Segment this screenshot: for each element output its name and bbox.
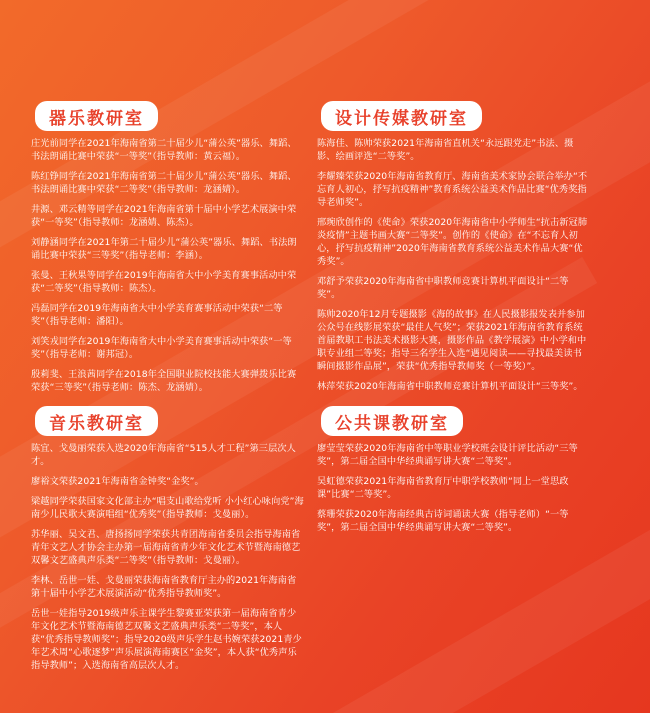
- list-item: 林萍荣获2020年海南省中职教师竞赛计算机平面设计“三等奖”。: [317, 381, 583, 392]
- list-item: 廖莹莹荣获2020年海南省中等职业学校班会设计评比活动“三等奖”，第二届全国中华经典诵写讲大赛“二等奖”。: [317, 443, 578, 467]
- entry-list: [31, 442, 305, 672]
- list-item: 苏华丽、吴文君、唐扬扬同学荣获共青团海南省委员会指导海南省青年文艺人才协会主办第一届海南省青少年文化艺术节暨海南德艺双馨文艺盛典声乐类“二等奖”（指导教师：戈曼丽）。: [31, 529, 301, 566]
- list-item: 李林、岳世一娃、戈曼丽荣获海南省教育厅主办的2021年海南省第十届中小学艺术展演活动“优秀指导教师奖”。: [31, 575, 297, 599]
- entry-list: [317, 442, 591, 534]
- list-item: 冯磊同学在2019年海南省大中小学美育赛事活动中荣获“二等奖”（指导老师：潘阳）。: [31, 303, 283, 327]
- list-item: 梁越同学荣获国家文化部主办“唱支山歌给党听 小小红心咏向党”海南少儿民歌大赛演唱组“优秀奖”（指导教师：戈曼丽）。: [31, 496, 304, 520]
- list-item: 殷莉斐、王浪茜同学在2018年全国职业院校技能大赛弹拨乐比赛荣获“三等奖”（指导老师：陈杰、龙涵婧）。: [31, 369, 297, 393]
- section-instrument: [31, 101, 305, 401]
- entry-list: [31, 137, 305, 394]
- section-title-public: 公共课教研室: [321, 406, 463, 436]
- list-item: 吴虹德荣获2021年海南省教育厅中职学校教师“同上一堂思政课”比赛“二等奖”。: [317, 476, 569, 500]
- list-item: 刘静涵同学在2021年第二十届少儿“蒲公英”器乐、舞蹈、书法朗诵比赛中荣获“三等奖”（指导老师：李涵）。: [31, 237, 297, 261]
- list-item: 岳世一娃指导2019级声乐主课学生黎赛亚荣获第一届海南省青少年文化艺术节暨海南德艺双馨文艺盛典声乐类“二等奖”，本人获“优秀指导教师奖”；指导2020级声乐学生赵书婉荣获2021青少年艺术周“心歌逐梦”声乐展演海南赛区“金奖”，本人获“优秀声乐指导教师”；入选海南省高层次人才。: [31, 608, 302, 671]
- section-public: [317, 406, 591, 541]
- list-item: 井源、邓云精等同学在2021年海南省第十届中小学艺术展演中荣获“一等奖”（指导教师：龙涵婧、陈杰）。: [31, 204, 297, 228]
- list-item: 陈红铮同学在2021年海南省第二十届少儿“蒲公英”器乐、舞蹈、书法朗诵比赛中荣获“二等奖”（指导教师：龙涵婧）。: [31, 171, 297, 195]
- section-music: [31, 406, 305, 679]
- list-item: 陈帅2020年12月专题摄影《海的故事》在人民摄影报发表并参加公众号在线影展荣获“最佳人气奖”；荣获2021年海南省教育系统首届教职工书法美术摄影大赛，摄影作品《教学展演》中小学和中职专业组二等奖；指导三名学生入选“遇见阅读——寻找最美读书瞬间摄影作品展”，荣获“优秀指导教师奖（一等奖）”。: [317, 309, 587, 372]
- list-item: 李耀臻荣获2020年海南省教育厅、海南省美术家协会联合举办“不忘育人初心，抒写抗疫精神”教育系统公益美术作品比赛“优秀奖指导老师奖”。: [317, 171, 588, 208]
- section-title-design: 设计传媒教研室: [321, 101, 482, 131]
- section-title-music: 音乐教研室: [35, 406, 158, 436]
- list-item: 张曼、王秋果等同学在2019年海南省大中小学美育赛事活动中荣获“二等奖”（指导教师：陈杰）。: [31, 270, 297, 294]
- entry-list: [317, 137, 591, 393]
- list-item: 陈宜、戈曼丽荣获入选2020年海南省“515人才工程”第三层次人才。: [31, 443, 296, 467]
- section-title-instrument: 器乐教研室: [35, 101, 158, 131]
- list-item: 廖裕文荣获2021年海南省金钟奖“金奖”。: [31, 476, 204, 487]
- list-item: 邢琬欣创作的《使命》荣获2020年海南省中小学师生“抗击新冠肺炎疫情”主题书画大赛“二等奖”。创作的《使命》在“不忘育人初心，抒写抗疫精神”2020年海南省教育系统公益美术作品大赛“优秀奖”。: [317, 217, 588, 267]
- list-item: 蔡珊荣获2020年海南经典古诗词诵读大赛（指导老师）“一等奖”，第二届全国中华经典诵写讲大赛“二等奖”。: [317, 509, 569, 533]
- list-item: 庄光前同学在2021年海南省第二十届少儿“蒲公英”器乐、舞蹈、书法朗诵比赛中荣获“一等奖”（指导教师：黄云福）。: [31, 138, 297, 162]
- list-item: 陈海佳、陈帅荣获2021年海南省直机关“永远跟党走”书法、摄影、绘画评选“二等奖”。: [317, 138, 574, 162]
- list-item: 邓舒予荣获2020年海南省中职教师竞赛计算机平面设计“二等奖”。: [317, 276, 569, 300]
- list-item: 刘笑戎同学在2019年海南省大中小学美育赛事活动中荣获“一等奖”（指导老师：谢邦冠）。: [31, 336, 292, 360]
- section-design: [317, 101, 591, 400]
